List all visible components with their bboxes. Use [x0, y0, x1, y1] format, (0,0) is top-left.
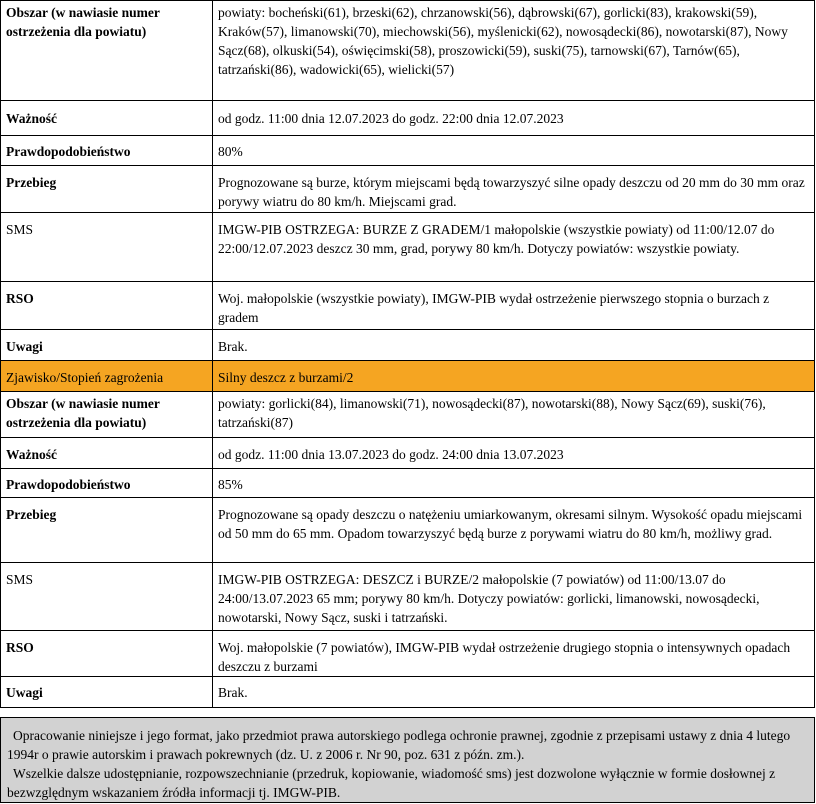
row-label-area: Obszar (w nawiasie numer ostrzeżenia dla powiatu) — [1, 392, 213, 438]
phenomenon-value: Silny deszcz z burzami/2 — [213, 361, 815, 392]
copyright-footer — [0, 717, 815, 803]
table-row — [1, 498, 815, 563]
row-value-sms: IMGW-PIB OSTRZEGA: BURZE Z GRADEM/1 małopolskie (wszystkie powiaty) od 11:00/12.07 do 22:00/12.07.2023 deszcz 30 mm, grad, porywy 80 km/h. Dotyczy powiatów: wszystkie powiaty. — [213, 213, 815, 282]
row-label-rso: RSO — [1, 282, 213, 330]
table-row — [1, 1, 815, 101]
table-row — [1, 438, 815, 469]
row-label-course: Przebieg — [1, 498, 213, 563]
table-row — [1, 136, 815, 166]
row-value-probability: 85% — [213, 469, 815, 498]
row-label-validity: Ważność — [1, 438, 213, 469]
row-label-probability: Prawdopodobieństwo — [1, 469, 213, 498]
row-label-validity: Ważność — [1, 101, 213, 136]
row-label-sms: SMS — [1, 213, 213, 282]
row-value-validity: od godz. 11:00 dnia 13.07.2023 do godz. 24:00 dnia 13.07.2023 — [213, 438, 815, 469]
row-value-rso: Woj. małopolskie (wszystkie powiaty), IMGW-PIB wydał ostrzeżenie pierwszego stopnia o burzach z gradem — [213, 282, 815, 330]
phenomenon-label: Zjawisko/Stopień zagrożenia — [1, 361, 213, 392]
row-value-validity: od godz. 11:00 dnia 12.07.2023 do godz. 22:00 dnia 12.07.2023 — [213, 101, 815, 136]
row-value-probability: 80% — [213, 136, 815, 166]
row-label-probability: Prawdopodobieństwo — [1, 136, 213, 166]
row-value-rso: Woj. małopolskie (7 powiatów), IMGW-PIB wydał ostrzeżenie drugiego stopnia o intensywnych opadach deszczu z burzami — [213, 631, 815, 677]
row-label-course: Przebieg — [1, 166, 213, 213]
table-row — [1, 101, 815, 136]
row-value-area: powiaty: gorlicki(84), limanowski(71), nowosądecki(87), nowotarski(88), Nowy Sącz(69), suski(76), tatrzański(87) — [213, 392, 815, 438]
row-value-course: Prognozowane są burze, którym miejscami będą towarzyszyć silne opady deszczu od 20 mm do 30 mm oraz porywy wiatru do 80 km/h. Miejscami grad. — [213, 166, 815, 213]
row-value-remarks: Brak. — [213, 330, 815, 361]
table-row — [1, 166, 815, 213]
row-value-area: powiaty: bocheński(61), brzeski(62), chrzanowski(56), dąbrowski(67), gorlicki(83), krakowski(59), Kraków(57), limanowski(70), miechowski(56), myślenicki(62), nowosądecki(86), nowotarski(87), Nowy Sącz(68), olkuski(54), oświęcimski(58), proszowicki(59), suski(75), tarnowski(67), Tarnów(65), tatrzański(86), wadowicki(65), wielicki(57) — [213, 1, 815, 101]
table-row — [1, 469, 815, 498]
table-row — [1, 282, 815, 330]
row-value-remarks: Brak. — [213, 677, 815, 708]
table-row — [1, 213, 815, 282]
row-label-remarks: Uwagi — [1, 330, 213, 361]
phenomenon-row — [1, 361, 815, 392]
row-label-area: Obszar (w nawiasie numer ostrzeżenia dla powiatu) — [1, 1, 213, 101]
row-label-sms: SMS — [1, 563, 213, 631]
copyright-text: Opracowanie niniejsze i jego format, jako przedmiot prawa autorskiego podlega ochronie prawnej, zgodnie z przepisami ustawy z dnia 4 lutego 1994r o prawie autorskim i prawach pokrewnych (dz. U. z 2006 r. Nr 90, poz. 631 z późn. zm.). — [7, 728, 791, 762]
table-row — [1, 677, 815, 708]
redistribution-text: Wszelkie dalsze udostępnianie, rozpowszechnianie (przedruk, kopiowanie, wiadomość sms) jest dozwolone wyłącznie w formie dosłownej z bezwzględnym wskazaniem źródła informacji tj. IMGW-PIB. — [7, 766, 776, 800]
table-row — [1, 631, 815, 677]
table-row — [1, 330, 815, 361]
table-row — [1, 392, 815, 438]
row-value-course: Prognozowane są opady deszczu o natężeniu umiarkowanym, okresami silnym. Wysokość opadu miejscami od 50 mm do 65 mm. Opadom towarzyszyć będą burze z porywami wiatru do 80 km/h, możliwy grad. — [213, 498, 815, 563]
row-label-rso: RSO — [1, 631, 213, 677]
row-label-remarks: Uwagi — [1, 677, 213, 708]
row-value-sms: IMGW-PIB OSTRZEGA: DESZCZ i BURZE/2 małopolskie (7 powiatów) od 11:00/13.07 do 24:00/13.07.2023 65 mm; porywy 80 km/h. Dotyczy powiatów: gorlicki, limanowski, nowosądecki, nowotarski, Nowy Sącz, suski i tatrzański. — [213, 563, 815, 631]
table-row — [1, 563, 815, 631]
